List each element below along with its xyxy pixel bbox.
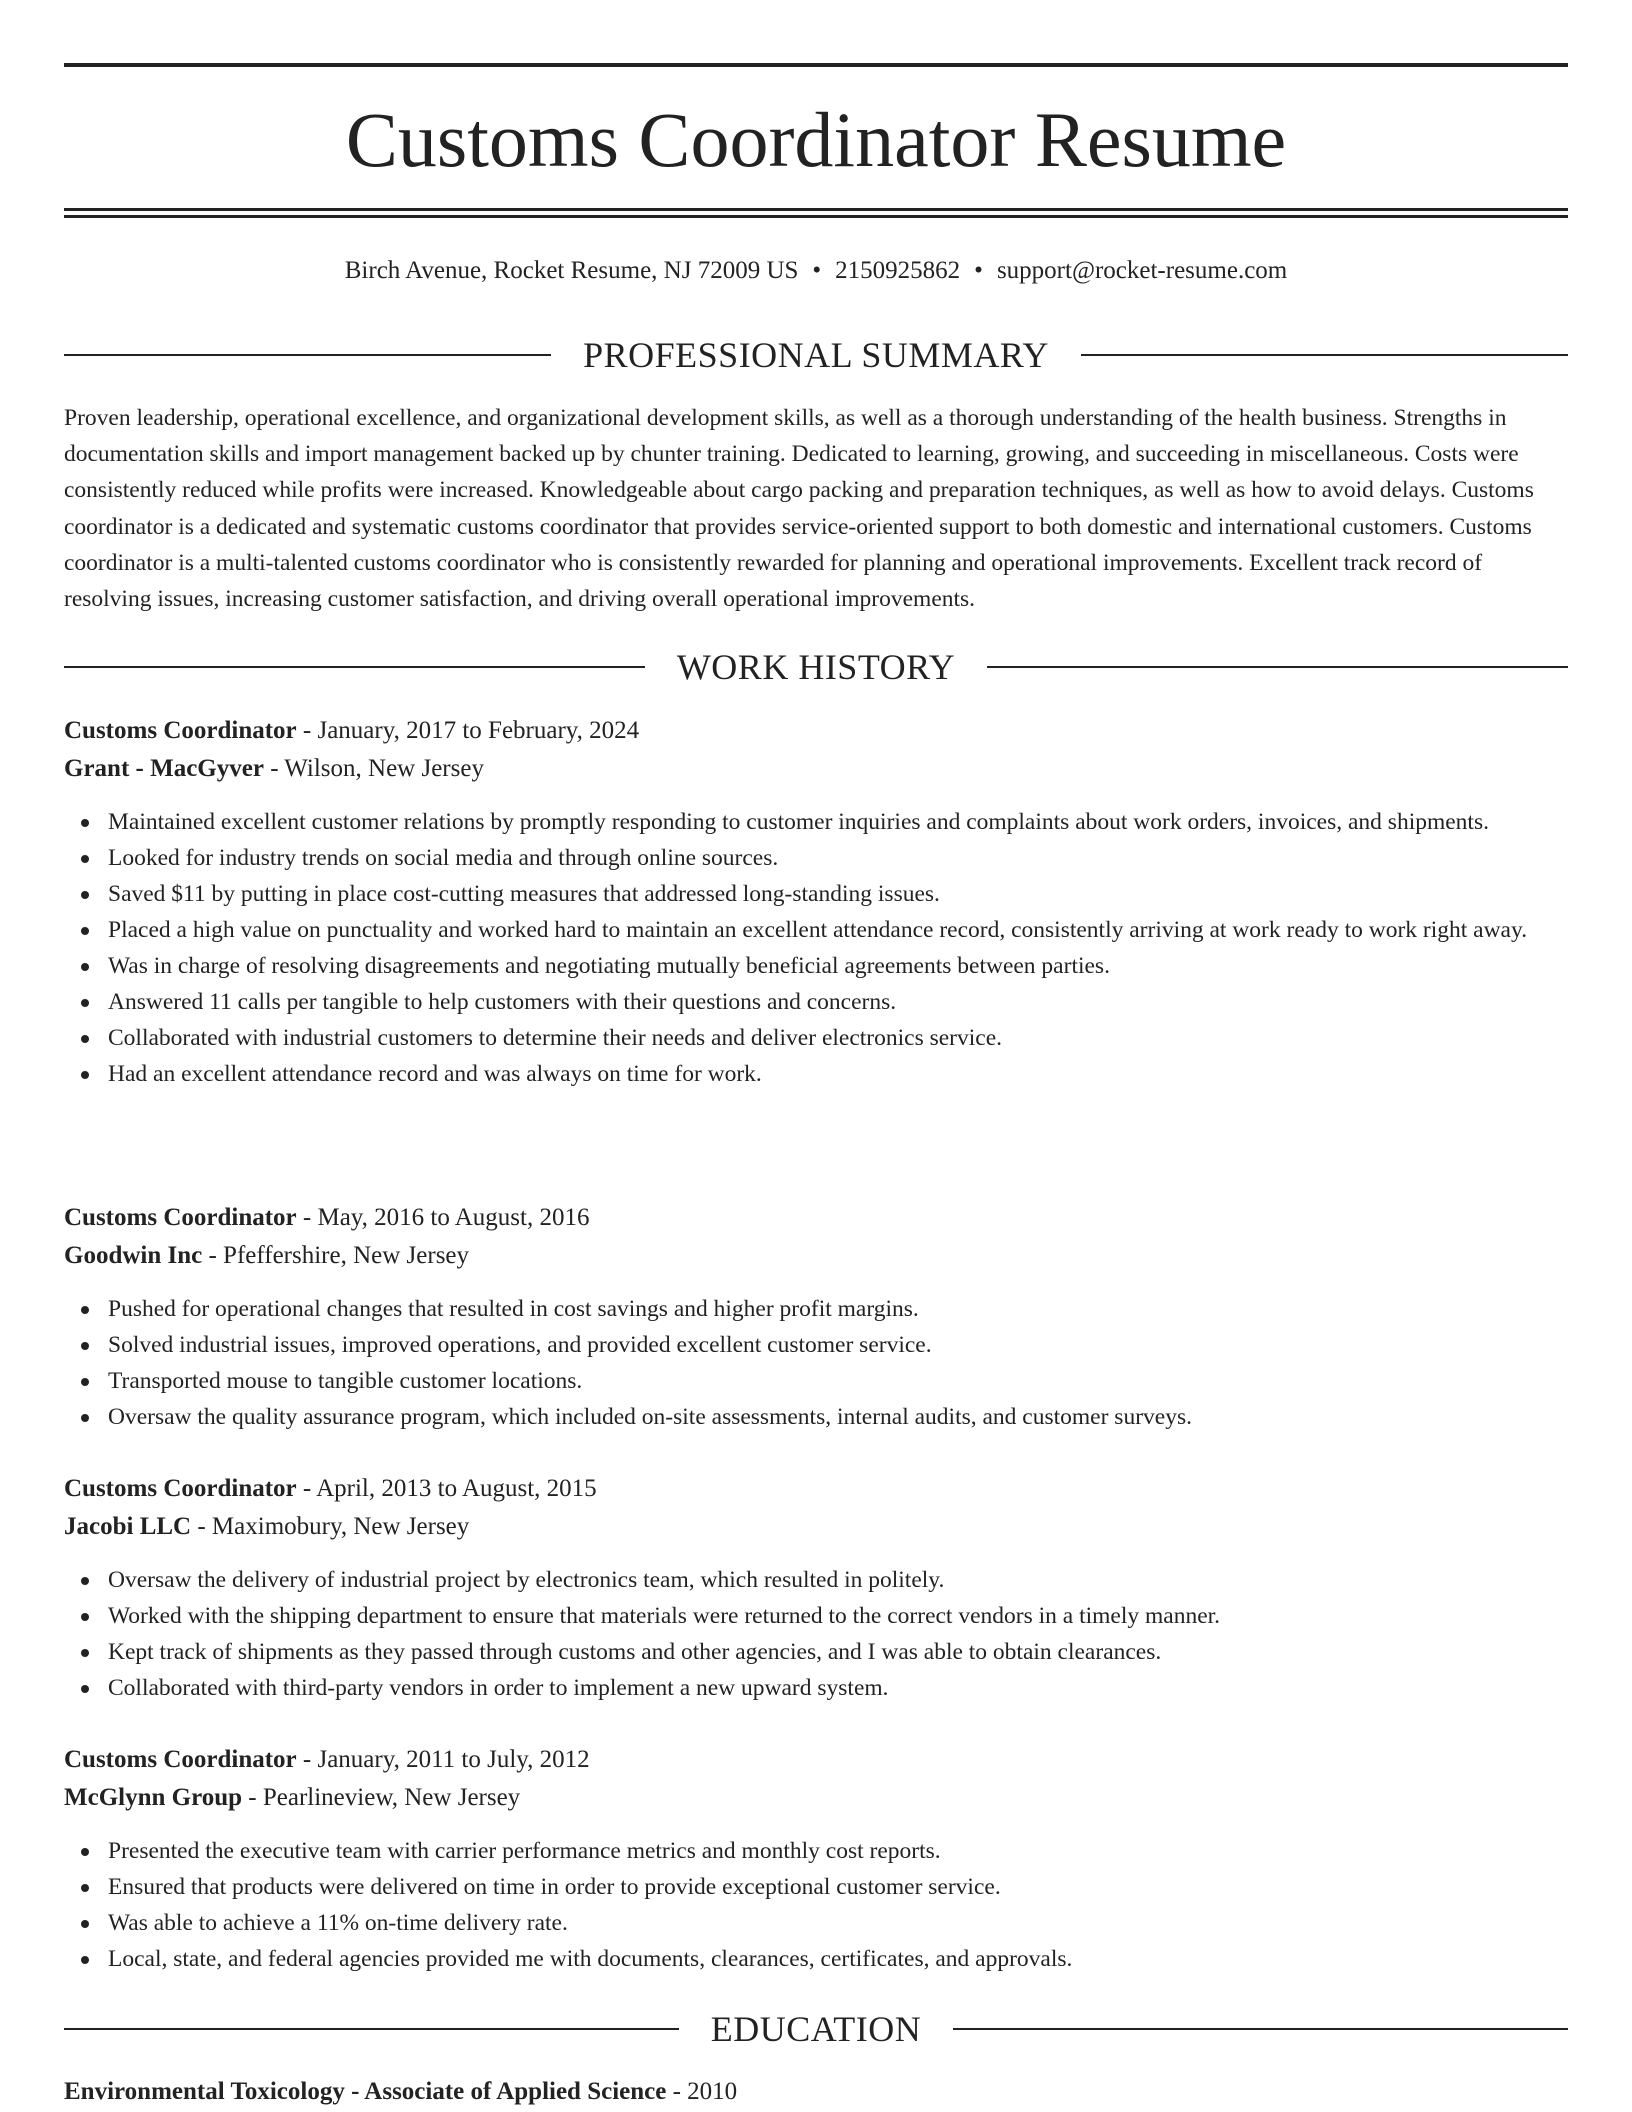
job-dates: - January, 2011 to July, 2012: [296, 1746, 590, 1773]
job-title-line: [64, 1470, 1568, 1508]
job-bullet: Placed a high value on punctuality and worked hard to maintain an excellent attendance record, consistently arriving at work ready to work right away.: [108, 912, 1568, 948]
contact-line: [64, 254, 1568, 288]
section-heading-education: [64, 2007, 1568, 2051]
job-bullet: Answered 11 calls per tangible to help customers with their questions and concerns.: [108, 984, 1568, 1020]
job-location: - Pfeffershire, New Jersey: [202, 1242, 470, 1269]
job-bullets: [64, 1562, 1568, 1706]
job-bullet: Worked with the shipping department to ensure that materials were returned to the correct vendors in a timely manner.: [108, 1598, 1568, 1634]
job-location: - Pearlineview, New Jersey: [242, 1784, 521, 1811]
heading-rule: [64, 2028, 679, 2030]
job-company: Jacobi LLC: [64, 1513, 192, 1540]
job-company: McGlynn Group: [64, 1784, 243, 1811]
resume-title: Customs Coordinator Resume: [345, 96, 1287, 183]
job-company-line: [64, 750, 1568, 788]
heading-rule: [953, 2028, 1568, 2030]
job-bullet: Pushed for operational changes that resulted in cost savings and higher profit margins.: [108, 1291, 1568, 1327]
job-title: Customs Coordinator: [64, 717, 297, 744]
job-dates: - January, 2017 to February, 2024: [296, 717, 640, 744]
section-heading-work: [64, 645, 1568, 689]
job-entry: [64, 1199, 1568, 1435]
job-company: Grant - MacGyver: [64, 755, 264, 782]
contact-separator: •: [974, 257, 983, 284]
education-entry: [64, 2073, 1568, 2111]
job-bullet: Local, state, and federal agencies provided me with documents, clearances, certificates, and approvals.: [108, 1941, 1568, 1977]
job-bullet: Was in charge of resolving disagreements and negotiating mutually beneficial agreements between parties.: [108, 948, 1568, 984]
job-entry: [64, 1470, 1568, 1706]
job-company-line: [64, 1237, 1568, 1275]
heading-rule: [987, 666, 1568, 668]
job-entry: [64, 1741, 1568, 1977]
contact-separator: •: [812, 257, 822, 284]
contact-address: Birch Avenue, Rocket Resume, NJ 72009 US: [344, 257, 799, 284]
job-bullet: Had an excellent attendance record and was always on time for work.: [108, 1056, 1568, 1092]
job-entry: [64, 712, 1568, 1092]
contact-phone: 2150925862: [835, 257, 961, 284]
job-bullet: Ensured that products were delivered on time in order to provide exceptional customer service.: [108, 1869, 1568, 1905]
job-bullet: Saved $11 by putting in place cost-cutting measures that addressed long-standing issues.: [108, 876, 1568, 912]
heading-rule: [1081, 354, 1568, 356]
job-bullet: Kept track of shipments as they passed through customs and other agencies, and I was able to obtain clearances.: [108, 1634, 1568, 1670]
job-bullet: Oversaw the quality assurance program, which included on-site assessments, internal audits, and customer surveys.: [108, 1399, 1568, 1435]
education-degree: Environmental Toxicology - Associate of Applied Science: [64, 2078, 667, 2105]
contact-email[interactable]: support@rocket-resume.com: [996, 257, 1288, 284]
job-bullet: Collaborated with industrial customers to determine their needs and deliver electronics service.: [108, 1020, 1568, 1056]
job-title: Customs Coordinator: [64, 1746, 297, 1773]
section-title: WORK HISTORY: [676, 647, 956, 687]
title-double-rule: [64, 208, 1568, 218]
job-bullet: Transported mouse to tangible customer locations.: [108, 1363, 1568, 1399]
education-year: - 2010: [666, 2078, 738, 2105]
job-bullet: Solved industrial issues, improved operations, and provided excellent customer service.: [108, 1327, 1568, 1363]
job-title-line: [64, 1199, 1568, 1237]
heading-rule: [64, 666, 645, 668]
job-company-line: [64, 1508, 1568, 1546]
heading-rule: [64, 354, 551, 356]
job-bullets: [64, 804, 1568, 1092]
professional-summary: Proven leadership, operational excellence, and organizational development skills, as well as a thorough understanding of the health business. Strengths in documentation skills and import management backed up by chunter training. Dedicated to learning, growing, and succeeding in miscellaneous. Costs were consistently reduced while profits were increased. Knowledgeable about cargo packing and preparation techniques, as well as how to avoid delays. Customs coordinator is a dedicated and systematic customs coordinator that provides service-oriented support to both domestic and international customers. Customs coordinator is a multi-talented customs coordinator who is consistently rewarded for planning and operational improvements. Excellent track record of resolving issues, increasing customer satisfaction, and driving overall operational improvements.: [64, 405, 1534, 613]
job-bullet: Presented the executive team with carrier performance metrics and monthly cost reports.: [108, 1833, 1568, 1869]
section-title: PROFESSIONAL SUMMARY: [583, 335, 1049, 375]
job-company: Goodwin Inc: [64, 1242, 203, 1269]
job-title: Customs Coordinator: [64, 1204, 297, 1231]
top-rule: [64, 63, 1568, 67]
section-heading-summary: [64, 333, 1568, 377]
job-location: - Maximobury, New Jersey: [191, 1513, 470, 1540]
job-bullet: Oversaw the delivery of industrial project by electronics team, which resulted in politely.: [108, 1562, 1568, 1598]
job-dates: - May, 2016 to August, 2016: [296, 1204, 590, 1231]
job-company-line: [64, 1779, 1568, 1817]
job-bullet: Maintained excellent customer relations by promptly responding to customer inquiries and complaints about work orders, invoices, and shipments.: [108, 804, 1568, 840]
job-bullet: Was able to achieve a 11% on-time delivery rate.: [108, 1905, 1568, 1941]
job-bullets: [64, 1833, 1568, 1977]
job-location: - Wilson, New Jersey: [263, 755, 484, 782]
job-bullet: Looked for industry trends on social media and through online sources.: [108, 840, 1568, 876]
job-title: Customs Coordinator: [64, 1475, 297, 1502]
section-title: EDUCATION: [710, 2009, 922, 2049]
job-title-line: [64, 712, 1568, 750]
job-bullet: Collaborated with third-party vendors in order to implement a new upward system.: [108, 1670, 1568, 1706]
job-bullets: [64, 1291, 1568, 1435]
job-dates: - April, 2013 to August, 2015: [296, 1475, 597, 1502]
job-title-line: [64, 1741, 1568, 1779]
